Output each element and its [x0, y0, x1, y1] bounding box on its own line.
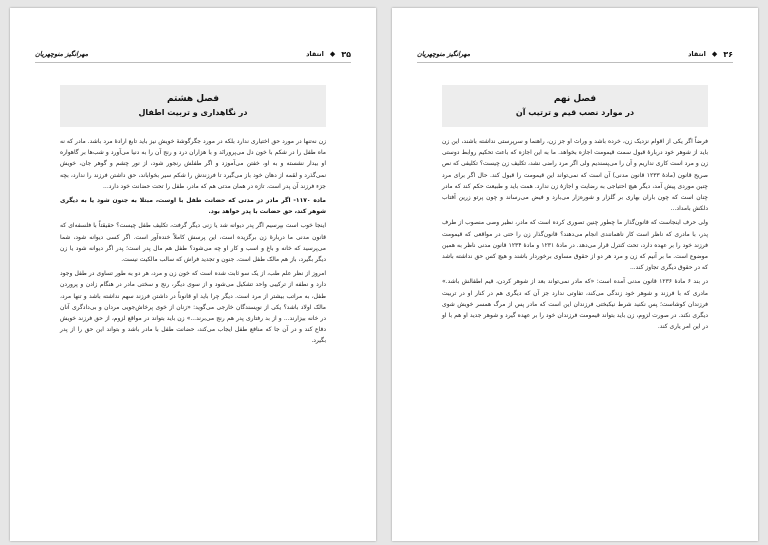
page-header	[35, 46, 351, 63]
body-text	[60, 136, 326, 350]
header-title-group	[688, 50, 733, 59]
chapter-number: فصل نهم	[553, 94, 597, 104]
running-author: مهرانگیز منوچهریان	[417, 50, 471, 58]
paragraph: زن نه‌تنها در مورد حق اختیاری ندارد بلکه در مورد جگرگوشهٔ خویش نیز باید تابع ارادهٔ مرد باشد. مادر که نه ماه طفل را در شکم با خون دل می‌پرورانَد و با هزاران درد و رنج آن را به دنیا می‌آورد و شب‌ها بر گاهواره او بیدار نشسته و به او، خفتن می‌آموزد و اگر طفلش رنجور شود، از نور چشم و گوهر جان، خویش نمی‌گذرد و لقمه از دهان خود باز می‌گیرد تا فرزندش را شکم سیر بخواباند، حق داشتن فرزند را ندارد، بچه جزء فرزند آن پدر است. تازه در همان مدتی هم که مادر، طفل را تحت حضانت خود دارد...	[60, 138, 326, 190]
paragraph: اینجا خوب است بپرسیم اگر پدر دیوانه شد یا زنی دیگر گرفت، تکلیف طفل چیست؟ حقیقتاً با فلسفه‌ای که قانون مدنی ما دربارهٔ زن برگزیده است، این پرسش کاملاً خنده‌آور است. اگر کسی دیوانه شود، شما می‌پرسید که خانه و باغ و اسب و کار او چه می‌شود؟ طفل هم مال پدر است؛ پدر اگر دیوانه شود یا زن دیگر بگیرد، باز هم مالک طفل است. جنون و تجدید فراش که سالب مالکیت نیست.	[60, 222, 326, 264]
page-36	[392, 8, 758, 541]
paragraph: فرضاً اگر یکی از اقوام نزدیک زن، خرده باشد و وراث او جز زن، راهنما و سرپرستی نداشته باشند، این زن باید از شوهر خود دربارهٔ قبول سمت قیمومت اجازه بخواهد. ما به این اجازه که باعث تحکیم روابط دوستی زن و مرد است کاری نداریم و آن را می‌پسندیم ولی اگر مرد راضی نشد، تکلیف زن چیست؟ تکلیفی که نص صریح قانون (مادهٔ ۱۲۳۳ قانون مدنی) آن است که نمی‌تواند این قیمومت را قبول کند. حال اگر برای مرد چنین موردی پیش آمد، دیگر هیچ احتیاجی به رضایت و اجازهٔ زن ندارد. همت باید و طبیعت حکم کند که مادر چنان است که چون باران بهاری بر گلزار و شوره‌زار می‌بارد و فیض می‌رساند و چون پرتو زرین آفتاب دلکش بامداد...	[442, 138, 708, 213]
paragraph: در بند ۶ مادهٔ ۱۲۳۶ قانون مدنی آمده است: «که مادر نمی‌تواند بعد از شوهر کردن، قیم اطفالش باشد.» مادری که با فرزند و شوهر خود زندگی می‌کند، تفاوتی ندارد جز آن که دیگری هم در کنار او در تربیت فرزندان کوشاست؛ پس نکنید شرط نیکبختی فرزندان این است که مادر پس از مرگ همسر خویش شوی دیگری نکند. در صورت لزوم، زن باید بتواند قیمومت فرزندان خود را بر عهده گیرد و شوهر جدید او هم با او در این امر یاری کند.	[442, 278, 708, 331]
diamond-icon: ◆	[711, 50, 718, 58]
running-author: مهرانگیز منوچهریان	[35, 50, 89, 58]
chapter-heading-box	[60, 85, 326, 127]
paragraph: امروز از نظر علم طب، از یک سو ثابت شده است که خون زن و مرد، هر دو به طور تساوی در طفل وجود دارد و نطفه از ترکیبی واحد تشکیل می‌شود و از سوی دیگر، رنج و سختی مادر در هنگام زادن و پروردن طفل، به مراتب بیشتر از مرد است. دیگر چرا باید او قانوناً در داشتن فرزند سهم نداشته باشد و تنها مرد، مالک اولاد باشد؟ یکی از نویسندگان خارجی می‌گوید: «زنان از خوی پرخاش‌جویی مردان و بی‌دادگری آنان در خانه بیزارند... و از بد رفتاری پدر هم رنج می‌برند...» زن باید بتواند در مواقع لزوم، از حق فرزند خویش دفاع کند و در آن جا که منافع طفل ایجاب می‌کند، حضانت طفل با مادر باشد و بتواند این حق را از پدر بگیرد.	[60, 270, 326, 345]
chapter-number: فصل هشتم	[166, 94, 220, 104]
page-number: ۳۶	[723, 49, 733, 59]
chapter-title: در نگاهداری و تربیت اطفال	[138, 108, 248, 117]
diamond-icon: ◆	[329, 50, 336, 58]
page-header	[417, 46, 733, 63]
running-title: انتقاد	[688, 50, 706, 58]
paragraph: ولی حرف اینجاست که قانون‌گذار ما چطور چنین تصوری کرده است که مادر، نظیر وصی منصوب از طرف پدر، با مادری که ناظر است کار ناهمانندی انجام می‌دهند؟ قانون‌گذار زن را حتی در مواقعی که قیمومت فرزند خود را بر عهده دارد، تحت کنترل قرار می‌دهد. در مادهٔ ۱۲۳۱ و مادهٔ ۱۲۳۴ قانون مدنی ناظر به همین موضوع است. ما بر آنیم که زن و مرد هر دو از حقوق مساوی برخوردار باشند و هیچ کس حق نداشته باشد که در حقوق دیگری تجاوز کند...	[442, 219, 708, 272]
page-35	[10, 8, 376, 541]
header-title-group	[306, 50, 351, 59]
chapter-title: در موارد نصب قیم و ترتیب آن	[515, 108, 635, 117]
body-text	[442, 136, 708, 335]
chapter-heading-box	[442, 85, 708, 127]
law-article-quote: ماده ۱۱۷۰- اگر مادر در مدتی که حضانت طفل با اوست، مبتلا به جنون شود یا به دیگری شوهر کند، حق حضانت با پدر خواهد بود.	[60, 197, 326, 216]
page-number: ۳۵	[341, 49, 351, 59]
running-title: انتقاد	[306, 50, 324, 58]
